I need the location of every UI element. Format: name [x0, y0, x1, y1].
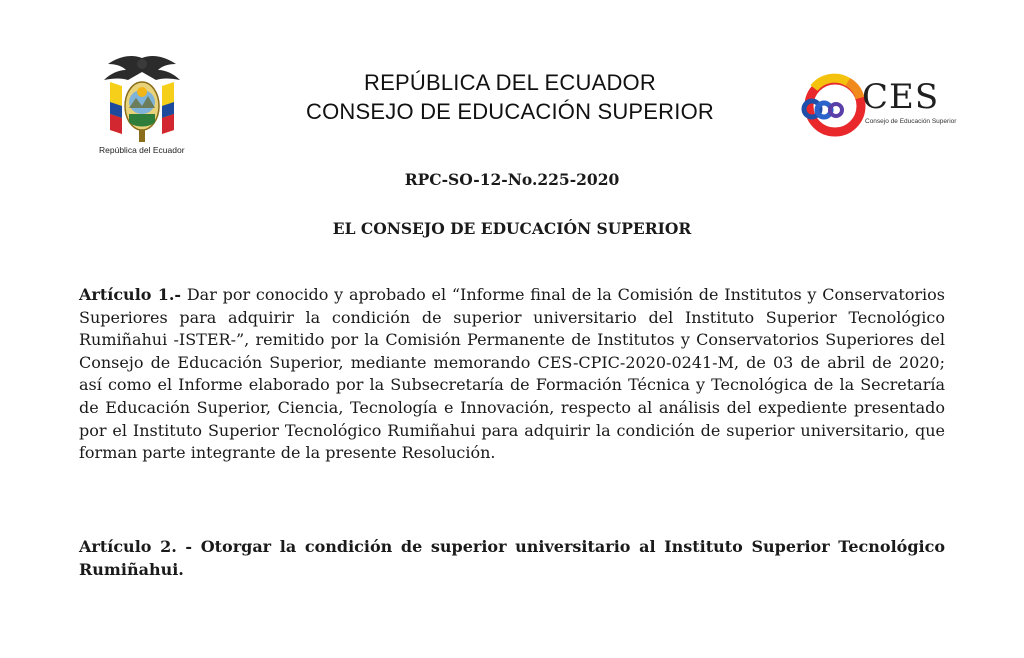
resolution-code: RPC-SO-12-No.225-2020	[404, 170, 620, 189]
header-title-line2: CONSEJO DE EDUCACIÓN SUPERIOR	[306, 99, 714, 124]
header-title-line1: REPÚBLICA DEL ECUADOR	[364, 70, 656, 95]
article-2	[79, 536, 945, 581]
ces-logo-caption: Consejo de Educación Superior	[865, 118, 957, 125]
article-1-label: Artículo 1.-	[79, 285, 182, 304]
article-2-label: Artículo 2. -	[79, 537, 193, 556]
article-1-text: Dar por conocido y aprobado el “Informe final de la Comisión de Institutos y Conservatorios Superiores para adquirir la condición de superior universitario del Instituto Superior Tecnológico Rumiñahui -ISTER-”, remitido por la Comisión Permanente de Institutos y Conservatorios Superiores del Consejo de Educación Superior, mediante memorando CES-CPIC-2020-0241-M, de 03 de abril de 2020; así como el Informe elaborado por la Subsecretaría de Formación Técnica y Tecnológica de la Secretaría de Educación Superior, Ciencia, Tecnología e Innovación, respecto al análisis del expediente presentado por el Instituto Superior Tecnológico Rumiñahui para adquirir la condición de superior universitario, que forman parte integrante de la presente Resolución.	[79, 285, 945, 463]
ces-logo-text: CES	[862, 77, 940, 117]
article-1	[79, 284, 945, 465]
article-2-text: Otorgar la condición de superior universitario al Instituto Superior Tecnológico Rumiñahui.	[79, 537, 945, 579]
coat-of-arms-caption: República del Ecuador	[99, 145, 185, 155]
council-heading: EL CONSEJO DE EDUCACIÓN SUPERIOR	[332, 219, 692, 238]
header-title	[250, 68, 770, 126]
